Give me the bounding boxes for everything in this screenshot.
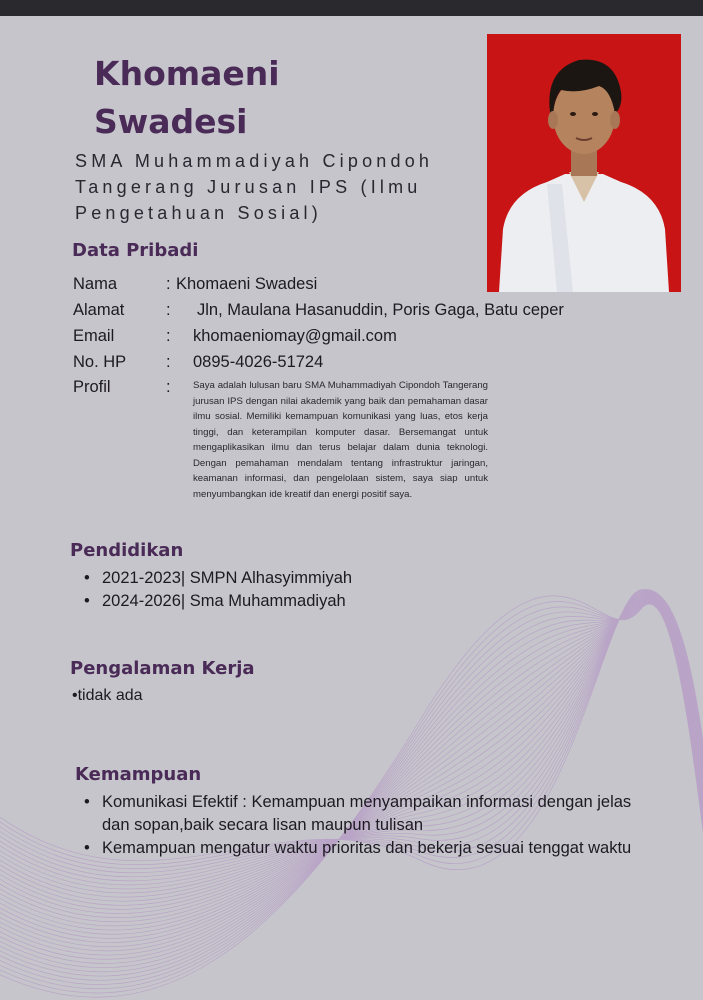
row-colon: : xyxy=(166,301,171,319)
wave-line xyxy=(0,595,703,913)
row-value: 0895-4026-51724 xyxy=(193,353,324,371)
row-colon: : xyxy=(166,378,171,396)
bullet: • xyxy=(84,839,90,857)
skills-list xyxy=(74,791,634,860)
bullet: • xyxy=(84,793,90,811)
list-item: • 2021-2023| SMPN Alhasyimmiyah xyxy=(74,567,494,590)
name-line-1: Khomaeni xyxy=(94,54,280,93)
section-title-data-pribadi: Data Pribadi xyxy=(72,240,199,261)
list-item: • 2024-2026| Sma Muhammadiyah xyxy=(74,590,494,613)
name-line-2: Swadesi xyxy=(94,102,248,141)
row-label: No. HP xyxy=(73,353,127,371)
wave-line xyxy=(0,596,703,922)
list-item: • Komunikasi Efektif : Kemampuan menyampaikan informasi dengan jelas dan sopan,baik secara lisan maupun tulisan xyxy=(84,793,632,834)
section-title-pendidikan: Pendidikan xyxy=(70,540,184,561)
row-label: Alamat xyxy=(73,301,125,319)
section-title-kemampuan: Kemampuan xyxy=(75,764,202,785)
section-title-pengalaman-kerja: Pengalaman Kerja xyxy=(70,658,255,679)
bullet: • xyxy=(84,592,90,610)
row-colon: : xyxy=(166,353,171,371)
row-value: Jln, Maulana Hasanuddin, Poris Gaga, Batu ceper xyxy=(197,301,564,319)
row-value: Khomaeni Swadesi xyxy=(176,275,318,293)
school-subtitle xyxy=(75,148,475,226)
experience-text: •tidak ada xyxy=(72,687,143,704)
profile-paragraph: Saya adalah lulusan baru SMA Muhammadiyah Cipondoh Tangerang jurusan IPS dengan nilai akademik yang baik dan pemahaman dasar ilmu sosial. Memiliki kemampuan komunikasi yang luas, etos kerja tinggi, dan keterampilan komputer dasar. Bersemangat untuk mengaplikasikan ilmu dan terus belajar dalam dunia teknologi. Dengan pemahaman mendalam tentang infrastruktur jaringan, keamanan informasi, dan pengelolaan sistem, saya siap untuk menyumbangkan ide kreatif dan energi positif saya. xyxy=(193,380,488,500)
row-label: Profil xyxy=(73,378,111,396)
row-label: Nama xyxy=(73,275,118,293)
school-line-1: SMA Muhammadiyah Cipondoh xyxy=(75,151,434,171)
list-item: • Kemampuan mengatur waktu prioritas dan bekerja sesuai tenggat waktu xyxy=(74,837,634,860)
viewer-top-bar xyxy=(0,0,703,16)
row-label: Email xyxy=(73,327,115,345)
row-colon: : xyxy=(166,327,171,345)
wave-line xyxy=(0,594,703,908)
school-line-2: Tangerang Jurusan IPS (Ilmu xyxy=(75,177,422,197)
profile-photo xyxy=(487,34,681,292)
row-colon: : xyxy=(166,275,171,293)
row-value: khomaeniomay@gmail.com xyxy=(193,327,397,345)
school-line-3: Pengetahuan Sosial) xyxy=(75,203,322,223)
bullet: • xyxy=(84,569,90,587)
education-list xyxy=(74,567,494,613)
person-portrait-icon xyxy=(487,34,681,292)
candidate-name xyxy=(94,50,280,146)
